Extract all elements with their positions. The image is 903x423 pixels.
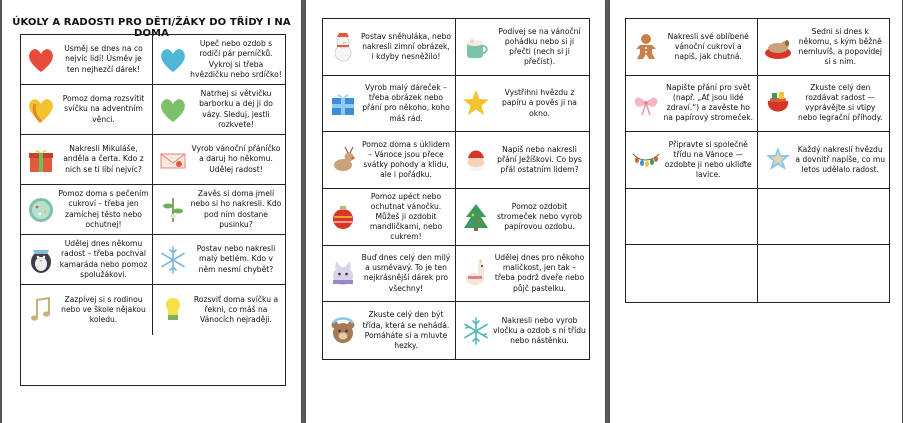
task-text: Vyrob malý dáreček – třeba obrázek nebo přání pro někoho, koho máš rád. <box>362 83 450 123</box>
document-page-2 <box>306 0 605 423</box>
mistletoe-icon <box>156 192 190 228</box>
task-text: Natrhej si větvičku barborku a dej ji do vázy. Sleduj, jestli rozkvete! <box>199 89 273 129</box>
task-card <box>758 76 890 133</box>
task-grid-2 <box>322 18 590 360</box>
bear-icon <box>326 313 360 349</box>
christmas-tree-icon <box>459 199 493 235</box>
task-card <box>626 132 758 189</box>
document-page-1 <box>2 0 301 423</box>
santa-icon <box>459 142 493 178</box>
task-text: Pomoz doma rozsvítit svíčku na adventním věnci. <box>62 94 145 124</box>
task-card <box>153 185 285 235</box>
snowman-icon <box>326 29 360 65</box>
task-text: Usměj se dnes na co nejvíc lidí! Úsměv je ten nejhezčí dárek! <box>64 44 143 74</box>
task-card <box>153 285 285 335</box>
task-text: Nakresli nebo vyrob vločku a ozdob s ní třídu nebo nástěnku. <box>493 315 586 345</box>
reindeer-icon <box>326 142 360 178</box>
task-text: Zazpívej si s rodinou nebo ve škole nějakou koledu. <box>61 294 146 325</box>
task-card <box>758 19 890 76</box>
task-text: Vyrob vánoční přáníčko a daruj ho někomu. Udělej radost! <box>191 144 281 174</box>
light-garland-icon <box>629 142 663 178</box>
task-card <box>323 19 456 76</box>
task-card <box>323 302 456 359</box>
task-text: Každý nakreslí hvězdu a dovnitř napíše, co mu letos udělalo radost. <box>795 144 886 175</box>
task-text: Postav sněhuláka, nebo nakresli zimní obrázek, i kdyby nesněžilo! <box>361 31 451 61</box>
task-text: Vystřihni hvězdu z papíru a pověs ji na okno. <box>502 88 577 118</box>
santa-sack-icon <box>761 85 795 121</box>
task-text: Pomoz upéct nebo ochutnat vánočku. Můžeš ji ozdobit mandličkami, nebo cukrem! <box>369 191 443 241</box>
task-card <box>323 246 456 303</box>
blue-cookie-icon <box>761 142 795 178</box>
page-title: ÚKOLY A RADOSTI PRO DĚTI/ŽÁKY DO TŘÍDY I NA DOMA <box>12 17 291 39</box>
task-text: Zkuste celý den být třída, která se nehádá. Pomáháte si a mluvte hezky. <box>362 310 450 350</box>
task-card <box>323 189 456 246</box>
task-text: Zavěs si doma jmelí nebo si ho nakresli. Kdo pod ním dostane pusinku? <box>190 189 282 229</box>
task-card <box>21 135 153 185</box>
task-text: Nakresli Mikuláše, anděla a čerta. Kdo z nich se ti líbí nejvíc? <box>63 144 144 174</box>
task-text: Napiš nebo nakresli přání Ježíškovi. Co bys přál ostatním lidem? <box>497 145 582 175</box>
task-text: Sedni si dnes k někomu, s kým běžně nemluvíš, a popovídej si s ním. <box>798 26 882 66</box>
task-text: Zkuste celý den rozdávat radost — vyprávějte si vtipy nebo legrační příhody. <box>798 83 883 123</box>
task-text: Podívej se na vánoční pohádku nebo si ji přečti (nech si ji přečíst). <box>498 26 581 66</box>
task-card <box>21 235 153 285</box>
task-card <box>21 185 153 235</box>
green-heart-icon <box>156 92 190 128</box>
sleeping-dog-icon <box>761 29 795 65</box>
task-grid-1 <box>20 34 286 386</box>
task-card <box>456 246 589 303</box>
task-card <box>21 85 153 135</box>
task-text: Pomoz doma s pečením cukroví – třeba jen zamíchej těsto nebo ochutnej! <box>58 189 149 229</box>
task-text: Udělej dnes pro někoho maličkost, jen tak – třeba podrž dveře nebo půjč pastelku. <box>494 253 585 293</box>
task-text: Udělej dnes někomu radost – třeba pochval kamaráda nebo pomoz spolužákovi. <box>59 239 148 279</box>
bauble-icon <box>326 199 360 235</box>
empty-cell <box>758 189 890 246</box>
task-card <box>456 19 589 76</box>
task-text: Upeč nebo ozdob s rodiči pár perníčků. Vykroj si třeba hvězdičku nebo srdíčko! <box>190 39 282 79</box>
task-text: Napište přání pro svět (např. „Ať jsou lidé zdraví.“) a zavěste ho na papírový stromeček. <box>663 83 754 123</box>
red-heart-icon <box>24 42 58 78</box>
blue-gift-icon <box>326 85 360 121</box>
cookie-icon <box>24 192 58 228</box>
task-card <box>153 85 285 135</box>
task-card <box>456 189 589 246</box>
task-text: Postav nebo nakresli malý betlém. Kdo v něm nesmí chybět? <box>196 244 276 274</box>
task-text: Buď dnes celý den milý a usměvavý. To je ten nejkrásnější dárek pro všechny! <box>361 253 451 293</box>
task-card <box>456 132 589 189</box>
task-text: Rozsviť doma svíčku a řekni, co máš na Vánocích nejraději. <box>193 294 279 325</box>
empty-cell <box>626 245 758 302</box>
document-page-3 <box>610 0 902 423</box>
task-card <box>456 76 589 133</box>
task-card <box>758 132 890 189</box>
hot-cocoa-icon <box>459 29 493 65</box>
task-card <box>456 302 589 359</box>
task-card <box>153 235 285 285</box>
llama-icon <box>459 255 493 291</box>
empty-cell <box>758 245 890 302</box>
yellow-heart-icon <box>24 92 58 128</box>
task-card <box>21 35 153 85</box>
envelope-icon <box>156 142 190 178</box>
task-card <box>626 76 758 133</box>
cat-icon <box>326 255 360 291</box>
gold-star-icon <box>459 85 493 121</box>
teal-snowflake-icon <box>459 313 493 349</box>
task-text: Připravte si společně třídu na Vánoce — ozdobte ji nebo ukliďte lavice. <box>664 139 752 180</box>
blue-heart-icon <box>156 42 190 78</box>
task-card <box>626 19 758 76</box>
penguin-icon <box>24 242 58 278</box>
task-card <box>323 132 456 189</box>
task-text: Pomoz doma s úklidem – Vánoce jsou přece svátky pohody a klidu, ale i pořádku. <box>361 139 451 180</box>
pink-bow-icon <box>629 85 663 121</box>
task-text: Nakresli své oblíbené vánoční cukroví a napiš, jak chutná. <box>667 31 749 61</box>
task-card <box>323 76 456 133</box>
gift-box-icon <box>24 142 58 178</box>
gingerbread-man-icon <box>629 29 663 65</box>
snowflake-icon <box>156 242 190 278</box>
empty-cell <box>626 189 758 246</box>
music-note-icon <box>24 292 58 328</box>
task-text: Pomoz ozdobit stromeček nebo vyrob papírovou ozdobu. <box>496 201 583 231</box>
task-card <box>153 135 285 185</box>
light-bulb-icon <box>156 292 190 328</box>
task-grid-3 <box>625 18 890 303</box>
task-card <box>153 35 285 85</box>
task-card <box>21 285 153 335</box>
